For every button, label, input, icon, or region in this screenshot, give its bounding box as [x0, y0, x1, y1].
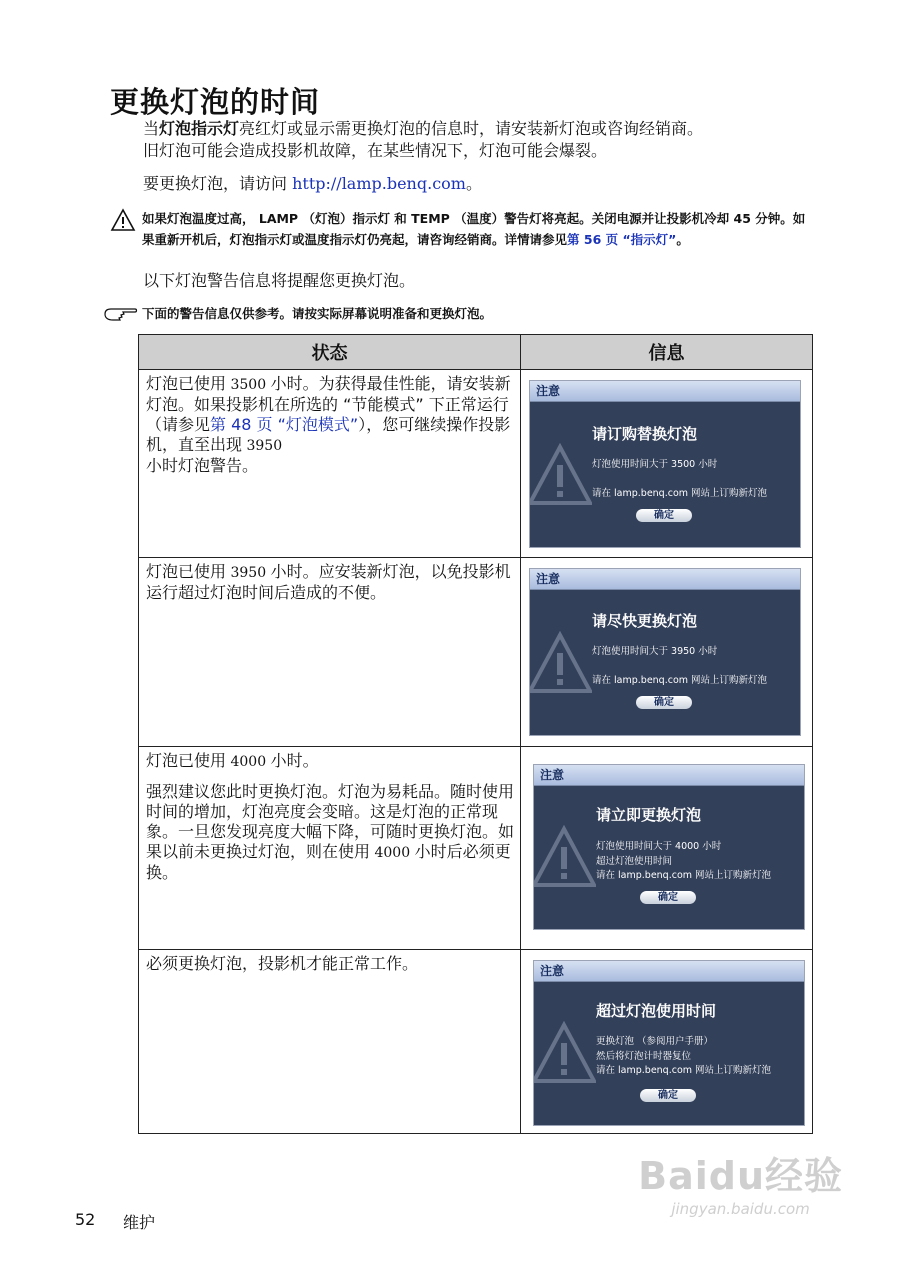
header-status: 状态	[139, 335, 521, 370]
osd-warning-icon	[533, 1021, 596, 1085]
table-row	[139, 747, 813, 950]
table-row	[139, 950, 813, 1134]
intro-line-2: 旧灯泡可能会造成投影机故障，在某些情况下，灯泡可能会爆裂。	[143, 141, 608, 160]
osd-message-order-lamp	[529, 380, 801, 548]
osd-warning-icon	[529, 443, 592, 507]
osd-message-lamp-expired	[533, 960, 805, 1126]
warning-triangle-icon	[110, 208, 136, 232]
osd-header: 注意	[534, 961, 804, 982]
status-cell: 必须更换灯泡，投影机才能正常工作。	[139, 950, 521, 1134]
osd-line: 灯泡使用时间大于 3950 小时	[592, 646, 718, 657]
osd-line: 灯泡使用时间大于 3500 小时	[592, 459, 718, 470]
lamp-warning-intro: 以下灯泡警告信息将提醒您更换灯泡。	[143, 271, 416, 290]
lamp-indicator-term: 灯泡指示灯	[159, 119, 240, 138]
osd-title: 超过灯泡使用时间	[596, 1002, 717, 1020]
section-name: 维护	[123, 1213, 156, 1232]
intro-line-1: 当灯泡指示灯亮红灯或显示需更换灯泡的信息时，请安装新灯泡或咨询经销商。	[143, 119, 704, 138]
osd-header: 注意	[534, 765, 804, 786]
status-cell: 灯泡已使用 3950 小时。应安装新灯泡，以免投影机运行超过灯泡时间后造成的不便。	[139, 558, 521, 747]
osd-ok-button[interactable]: 确定	[640, 891, 696, 904]
page-number: 52	[75, 1210, 96, 1229]
osd-warning-icon	[533, 825, 596, 889]
osd-header: 注意	[530, 569, 800, 590]
osd-ok-button[interactable]: 确定	[636, 509, 692, 522]
status-cell: 灯泡已使用 4000 小时。 强烈建议您此时更换灯泡。灯泡为易耗品。随时使用时间的增加，灯泡亮度会变暗。这是灯泡的正常现象。一旦您发现亮度大幅下降，可随时更换灯泡。如果以前未更换过灯泡，则在使用 4000 小时后必须更换。	[139, 747, 521, 950]
warning-text: 如果灯泡温度过高， LAMP （灯泡）指示灯 和 TEMP （温度）警告灯将亮起。关闭电源并让投影机冷却 45 分钟。如果重新开机后，灯泡指示灯或温度指示灯仍亮起，请咨询经销商。详情请参见第 56 页 “指示灯”。	[142, 211, 806, 247]
osd-line: 更换灯泡 （参阅用户手册）	[596, 1036, 714, 1047]
watermark-brand: Baidu经验	[638, 1154, 843, 1198]
osd-line: 超过灯泡使用时间	[596, 856, 673, 867]
baidu-watermark	[638, 1145, 843, 1218]
header-message: 信息	[521, 335, 813, 370]
osd-line: 灯泡使用时间大于 4000 小时	[596, 841, 722, 852]
message-cell	[521, 370, 813, 558]
lamp-url-link[interactable]: http://lamp.benq.com	[292, 174, 466, 193]
osd-title: 请立即更换灯泡	[596, 806, 702, 824]
osd-line: 请在 lamp.benq.com 网站上订购新灯泡	[596, 1065, 772, 1076]
indicator-page-link[interactable]: 第 56 页 “指示灯”	[567, 232, 677, 247]
watermark-site: jingyan.baidu.com	[671, 1200, 810, 1218]
osd-warning-icon	[529, 631, 592, 695]
osd-title: 请尽快更换灯泡	[592, 612, 698, 630]
status-cell: 灯泡已使用 3500 小时。为获得最佳性能，请安装新灯泡。如果投影机在所选的 “节能模式” 下正常运行 （请参见第 48 页 “灯泡模式”），您可继续操作投影机，直至出现 3950 小时灯泡警告。	[139, 370, 521, 558]
message-cell	[521, 558, 813, 747]
lamp-mode-page-link[interactable]: 第 48 页 “灯泡模式”	[210, 415, 359, 434]
message-cell	[521, 950, 813, 1134]
pointing-hand-icon	[103, 305, 139, 323]
table-row	[139, 558, 813, 747]
osd-line: 请在 lamp.benq.com 网站上订购新灯泡	[596, 870, 772, 881]
osd-message-replace-soon	[529, 568, 801, 736]
osd-line: 请在 lamp.benq.com 网站上订购新灯泡	[592, 488, 768, 499]
osd-message-replace-now	[533, 764, 805, 930]
osd-line: 然后将灯泡计时器复位	[596, 1051, 692, 1062]
lamp-message-table	[138, 334, 813, 1134]
osd-ok-button[interactable]: 确定	[640, 1089, 696, 1102]
osd-line: 请在 lamp.benq.com 网站上订购新灯泡	[592, 675, 768, 686]
table-row	[139, 370, 813, 558]
page-title: 更换灯泡的时间	[110, 85, 321, 119]
note-text: 下面的警告信息仅供参考。请按实际屏幕说明准备和更换灯泡。	[142, 306, 493, 321]
message-cell	[521, 747, 813, 950]
visit-line: 要更换灯泡，请访问 http://lamp.benq.com。	[143, 174, 482, 193]
osd-ok-button[interactable]: 确定	[636, 696, 692, 709]
osd-header: 注意	[530, 381, 800, 402]
osd-title: 请订购替换灯泡	[592, 425, 698, 443]
